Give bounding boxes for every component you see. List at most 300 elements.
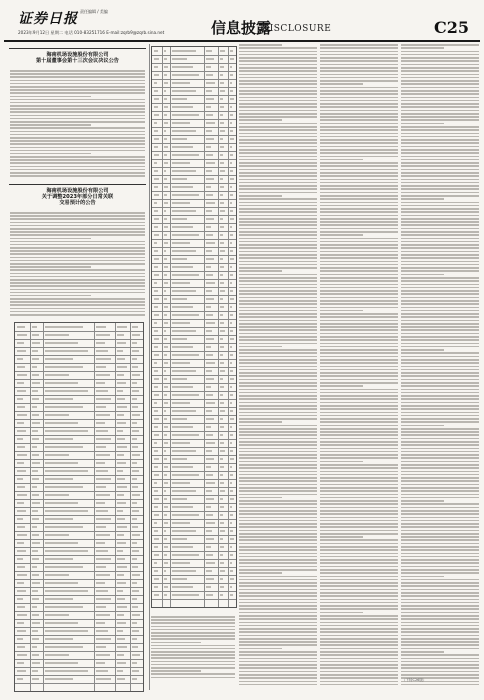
table-cell-text [32,654,38,655]
table-row-divider [152,399,236,400]
table-cell-text [45,462,78,463]
text-line [239,83,317,85]
text-line [320,267,398,269]
text-line [401,671,479,673]
table-cell-text [220,106,225,107]
text-line [10,295,91,297]
table-cell-text [17,558,23,559]
table-cell-text [164,378,167,379]
table-row-divider [152,591,236,592]
table-cell-text [154,322,157,323]
table-cell-text [117,494,124,495]
table-cell-text [154,346,158,347]
table-row-divider [15,547,143,548]
text-line [239,156,317,158]
text-line [401,638,479,640]
table-cell-text [154,162,157,163]
table-cell-text [32,358,39,359]
table-cell-text [220,354,223,355]
table-cell-text [220,338,224,339]
table-cell-text [117,430,123,431]
table-cell-text [154,210,158,211]
text-line [320,146,398,148]
table-row-divider [15,667,143,668]
table-cell-text [206,258,214,259]
table-cell-text [206,450,212,451]
date-line: 2023年9月12日 星期二 电话 010-83251716 E-mail:zqrb9@zqrb.sina.net [18,30,165,35]
table-cell-text [164,538,167,539]
text-line [320,307,398,309]
table-cell-text [32,446,36,447]
text-line [239,172,317,174]
table-cell-text [32,606,36,607]
table-row-divider [15,411,143,412]
table-cell-text [17,366,25,367]
text-line [401,471,479,473]
table-cell-text [164,586,168,587]
text-line [401,585,479,587]
table-cell-text [230,410,233,411]
table-row-divider [15,395,143,396]
table-row-divider [152,167,236,168]
text-line [320,211,398,213]
text-line [320,507,398,509]
table-cell-text [132,486,138,487]
text-line [320,346,398,348]
table-cell-text [172,90,196,91]
table-row-divider [152,191,236,192]
text-line [320,366,398,368]
table-row-divider [152,511,236,512]
text-line [320,264,398,266]
table-cell-text [206,210,212,211]
table-cell-text [220,194,223,195]
text-line [320,51,398,53]
text-line [401,307,479,309]
text-line [401,582,479,584]
text-line [10,234,145,236]
table-row-divider [152,55,236,56]
table-cell-text [172,498,187,499]
table-cell-text [96,598,111,599]
table-row-divider [152,279,236,280]
text-line [320,618,398,620]
table-column-divider [130,323,131,691]
table-cell-text [230,162,232,163]
table-cell-text [172,258,187,259]
table-cell-text [154,338,159,339]
text-line [239,280,317,282]
table-cell-text [220,266,225,267]
table-column-divider [30,323,31,691]
text-line [320,553,398,555]
text-line [320,287,398,289]
table-cell-text [17,414,27,415]
text-line [401,261,479,263]
table-cell-text [206,418,214,419]
table-cell-text [132,398,136,399]
masthead [4,4,480,42]
table-column-divider [43,323,44,691]
table-cell-text [230,578,234,579]
table-cell-text [45,558,73,559]
table-cell-text [230,194,234,195]
table-cell-text [132,582,137,583]
text-line [401,615,479,617]
text-line [401,90,479,92]
text-line [401,431,479,433]
table-cell-text [45,502,78,503]
table-row-divider [152,239,236,240]
table-cell-text [172,402,190,403]
table-cell-text [32,670,37,671]
text-line [239,323,317,325]
text-line [401,326,479,328]
table-row-divider [152,87,236,88]
text-line [401,497,479,499]
text-line [10,121,145,123]
table-cell-text [154,354,159,355]
table-cell-text [206,394,213,395]
table-cell-text [230,122,232,123]
text-line [10,222,145,224]
table-row-divider [15,539,143,540]
text-line [320,398,398,400]
text-line [239,549,317,551]
table-cell-text [220,490,225,491]
table-cell-text [154,298,159,299]
text-line [401,448,479,450]
table-cell-text [132,558,136,559]
text-line [320,70,398,72]
table-cell-text [154,362,157,363]
text-line [239,162,317,164]
text-line [320,389,398,391]
text-line [320,152,398,154]
text-line [401,129,479,131]
text-line [239,159,317,161]
table-row-divider [152,519,236,520]
table-cell-text [32,614,38,615]
table-cell-text [206,234,213,235]
table-cell-text [117,382,126,383]
table-notes [151,616,235,680]
text-line [239,264,317,266]
text-line [239,664,317,666]
text-line [320,635,398,637]
text-line [401,293,479,295]
table-cell-text [117,502,126,503]
text-line [239,520,317,522]
text-line [401,612,479,614]
table-cell-text [164,122,168,123]
text-line [320,156,398,158]
text-line [10,304,145,306]
text-line [401,664,479,666]
table-cell-text [230,330,233,331]
text-line [239,654,317,656]
text-line [401,415,479,417]
table-row-divider [15,475,143,476]
text-line [239,195,282,197]
text-line [401,530,479,532]
table-cell-text [96,510,108,511]
text-line [239,484,317,486]
text-line [239,175,317,177]
text-line [320,441,398,443]
table-cell-text [230,202,232,203]
text-line [401,67,479,69]
table-cell-text [172,106,193,107]
table-row-divider [15,499,143,500]
table-row-divider [152,463,236,464]
table-row-divider [15,331,143,332]
text-line [239,51,317,53]
text-line [401,179,479,181]
text-line [401,451,479,453]
table-cell-text [206,322,214,323]
text-line [239,356,317,358]
text-line [239,182,317,184]
table-cell-text [172,490,196,491]
table-cell-text [230,426,233,427]
table-row-divider [152,383,236,384]
text-line [151,632,235,634]
text-line [320,415,398,417]
text-line [320,608,398,610]
text-line [401,218,479,220]
table-cell-text [32,486,36,487]
article-2-title-line: 海南机场设施股份有限公司 [46,188,109,194]
text-line [10,250,145,252]
table-cell-text [230,354,234,355]
text-line [239,412,317,414]
text-line [239,612,317,614]
text-line [401,369,479,371]
text-line [10,111,145,113]
table-row-divider [152,151,236,152]
text-line [320,520,398,522]
text-line [401,553,479,555]
text-line [10,238,91,240]
table-cell-text [206,170,212,171]
table-cell-text [164,434,167,435]
table-cell-text [220,530,225,531]
text-line [320,549,398,551]
table-cell-text [206,114,213,115]
table-cell-text [17,670,26,671]
table-cell-text [96,534,109,535]
table-cell-text [206,122,214,123]
table-cell-text [172,594,199,595]
table-cell-text [132,454,140,455]
text-line [401,215,479,217]
text-line [239,444,317,446]
table-cell-text [172,386,193,387]
text-line [10,115,145,117]
text-line [10,253,145,255]
text-line [401,224,479,226]
text-line [239,54,317,56]
article-1-title-line: 海南机场设施股份有限公司 [46,52,109,58]
table-cell-text [117,598,125,599]
table-cell-text [45,494,69,495]
table-cell-text [172,50,196,51]
table-cell-text [17,406,25,407]
table-cell-text [206,66,211,67]
table-cell-text [164,162,168,163]
text-line [401,254,479,256]
table-cell-text [172,210,196,211]
text-line [320,467,398,469]
text-line [401,110,479,112]
text-line [10,73,145,75]
text-line [239,559,317,561]
table-cell-text [154,314,159,315]
text-line [401,418,479,420]
table-cell-text [164,386,168,387]
text-line [239,553,317,555]
table-cell-text [32,558,39,559]
text-line [239,674,317,676]
table-cell-text [172,426,193,427]
table-cell-text [164,90,166,91]
text-line [401,648,479,650]
table-cell-text [220,362,224,363]
table-cell-text [117,454,124,455]
table-cell-text [132,382,137,383]
table-cell-text [172,170,196,171]
table-cell-text [117,566,127,567]
table-cell-text [172,322,190,323]
table-cell-text [164,50,166,51]
text-line [320,576,398,578]
table-cell-text [220,226,225,227]
table-cell-text [164,370,166,371]
text-line [320,562,398,564]
table-cell-text [172,514,199,515]
text-line [320,290,398,292]
table-cell-text [172,442,190,443]
table-cell-text [132,598,136,599]
text-line [239,595,317,597]
table-cell-text [220,394,223,395]
text-line [401,231,479,233]
table-cell-text [132,366,138,367]
text-line [401,175,479,177]
text-line [239,451,317,453]
text-line [320,326,398,328]
table-cell-text [117,470,123,471]
table-row-divider [152,103,236,104]
text-line [239,221,317,223]
table-row-divider [15,595,143,596]
text-line [10,86,145,88]
text-line [320,664,398,666]
text-line [239,599,317,601]
table-cell-text [32,462,40,463]
text-line [401,392,479,394]
text-line [10,260,145,262]
text-line [239,254,317,256]
table-cell-text [230,178,234,179]
table-cell-text [220,586,225,587]
text-line [239,310,317,312]
table-cell-text [96,390,108,391]
table-cell-text [17,622,24,623]
table-cell-text [96,518,111,519]
text-line [320,303,398,305]
table-cell-text [230,538,234,539]
text-line [401,674,479,676]
text-line [401,280,479,282]
table-cell-text [206,226,211,227]
text-line [10,166,145,168]
table-cell-text [132,630,139,631]
table-cell-text [154,506,158,507]
table-cell-text [230,562,232,563]
table-cell-text [154,466,158,467]
table-cell-text [164,482,168,483]
table-cell-text [132,510,139,511]
table-row-divider [152,567,236,568]
text-line [320,421,398,423]
table-cell-text [45,534,69,535]
text-line [401,356,479,358]
table-cell-text [220,50,225,51]
table-cell-text [206,554,213,555]
text-line [320,254,398,256]
text-line [10,99,145,101]
middle-column [151,44,237,690]
table-row-divider [152,447,236,448]
text-line [401,195,479,197]
text-line [401,257,479,259]
table-cell-text [164,410,166,411]
table-cell-text [96,358,111,359]
text-line [239,205,317,207]
text-line [239,303,317,305]
text-line [320,379,398,381]
text-line [239,454,317,456]
text-line [10,137,145,139]
table-cell-text [172,82,190,83]
text-line [239,622,317,624]
text-line [401,579,479,581]
table-cell-text [164,138,167,139]
text-line [10,241,145,243]
text-line [320,674,398,676]
text-line [239,336,317,338]
table-row-divider [15,403,143,404]
text-line [320,503,398,505]
related-transaction-table-middle [151,46,237,608]
table-cell-text [206,146,211,147]
text-line [239,503,317,505]
text-line [401,352,479,354]
text-line [320,67,398,69]
table-cell-text [45,350,87,351]
table-cell-text [96,526,106,527]
text-line [320,323,398,325]
text-line [401,136,479,138]
table-row-divider [152,559,236,560]
text-line [320,60,398,62]
text-line [401,385,479,387]
text-line [239,530,317,532]
text-line [320,677,398,679]
table-cell-text [164,522,168,523]
